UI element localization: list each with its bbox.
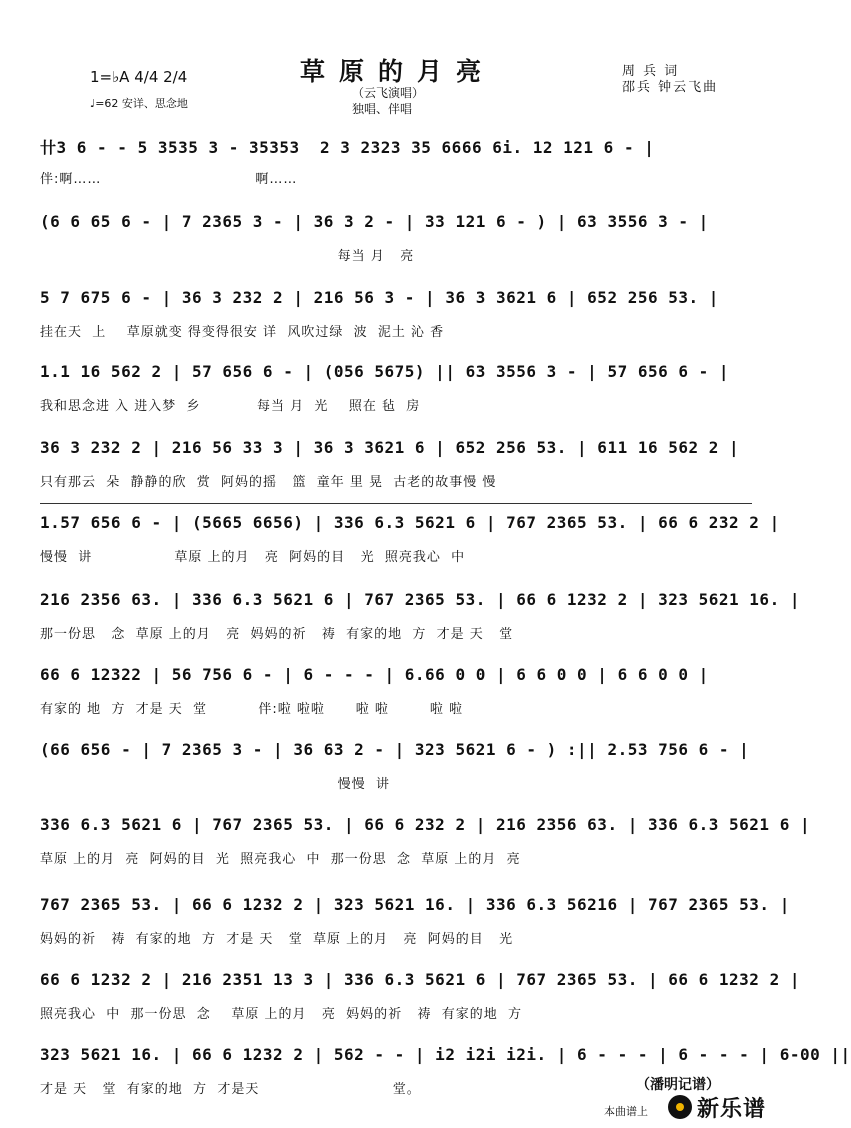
tempo-marking: ♩=62 安详、思念地	[90, 97, 188, 110]
upload-note: 本曲谱上	[604, 1105, 648, 1118]
notation-line: 1.1 16 562 2 | 57 656 6 - | (056 5675) || 63 3556 3 - | 57 656 6 - |	[40, 362, 730, 381]
lyric-line: 那一份思 念 草原 上的月 亮 妈妈的祈 祷 有家的地 方 才是 天 堂	[40, 627, 514, 642]
notation-line: 66 6 1232 2 | 216 2351 13 3 | 336 6.3 5621 6 | 767 2365 53. | 66 6 1232 2 |	[40, 970, 800, 989]
notation-line: 1.57 656 6 - | (5665 6656) | 336 6.3 5621 6 | 767 2365 53. | 66 6 232 2 |	[40, 513, 780, 532]
notation-line: 336 6.3 5621 6 | 767 2365 53. | 66 6 232 2 | 216 2356 63. | 336 6.3 5621 6 |	[40, 815, 811, 834]
transcriber-credit: （潘明记谱）	[636, 1077, 720, 1093]
lyric-line: 照亮我心 中 那一份思 念 草原 上的月 亮 妈妈的祈 祷 有家的地 方	[40, 1007, 523, 1022]
site-logo[interactable]	[668, 1092, 766, 1122]
section-rule	[40, 503, 752, 504]
music-disc-icon	[668, 1095, 692, 1119]
notation-line: 卄3 6 - - 5 3535 3 - 35353 2 3 2323 35 6666 6i. 12 121 6 - |	[40, 138, 655, 157]
subtitle: （云飞演唱）	[352, 86, 425, 100]
lyric-line: 草原 上的月 亮 阿妈的目 光 照亮我心 中 那一份思 念 草原 上的月 亮	[40, 852, 521, 867]
lyric-line: 我和思念进 入 进入梦 乡 每当 月 光 照在 毡 房	[40, 399, 421, 414]
lyric-line: 挂在天 上 草原就变 得变得很安 详 风吹过绿 波 泥土 沁 香	[40, 325, 445, 340]
notation-line: 323 5621 16. | 66 6 1232 2 | 562 - - | i2 i2i i2i. | 6 - - - | 6 - - - | 6-00 ||	[40, 1045, 851, 1064]
notation-line: 36 3 232 2 | 216 56 33 3 | 36 3 3621 6 | 652 256 53. | 611 16 562 2 |	[40, 438, 740, 457]
lyric-line: 伴:啊…… 啊……	[40, 172, 298, 187]
lyric-line: 妈妈的祈 祷 有家的地 方 才是 天 堂 草原 上的月 亮 阿妈的目 光	[40, 932, 514, 947]
composer-credit: 邵兵 钟云飞曲	[622, 80, 719, 95]
notation-line: (66 656 - | 7 2365 3 - | 36 63 2 - | 323 5621 6 - ) :|| 2.53 756 6 - |	[40, 740, 750, 759]
lyric-line: 每当 月 亮	[40, 249, 415, 264]
logo-text: 新乐谱	[697, 1096, 767, 1122]
notation-line: 767 2365 53. | 66 6 1232 2 | 323 5621 16. | 336 6.3 56216 | 767 2365 53. |	[40, 895, 790, 914]
key-signature: 1=♭A 4/4 2/4	[90, 68, 188, 86]
lyric-line: 慢慢 讲 草原 上的月 亮 阿妈的目 光 照亮我心 中	[40, 550, 466, 565]
notation-line: 5 7 675 6 - | 36 3 232 2 | 216 56 3 - | 36 3 3621 6 | 652 256 53. |	[40, 288, 719, 307]
performers: 独唱、伴唱	[352, 102, 413, 116]
lyric-line: 慢慢 讲	[40, 777, 390, 792]
page-title: 草原的月亮	[300, 57, 496, 86]
lyric-line: 才是 天 堂 有家的地 方 才是天 堂。	[40, 1082, 421, 1097]
notation-line: 66 6 12322 | 56 756 6 - | 6 - - - | 6.66 0 0 | 6 6 0 0 | 6 6 0 0 |	[40, 665, 709, 684]
lyric-line: 有家的 地 方 才是 天 堂 伴:啦 啦啦 啦 啦 啦 啦	[40, 702, 464, 717]
notation-line: (6 6 65 6 - | 7 2365 3 - | 36 3 2 - | 33 121 6 - ) | 63 3556 3 - |	[40, 212, 709, 231]
lyric-line: 只有那云 朵 静静的欣 赏 阿妈的摇 篮 童年 里 晃 古老的故事慢 慢	[40, 475, 497, 490]
notation-line: 216 2356 63. | 336 6.3 5621 6 | 767 2365 53. | 66 6 1232 2 | 323 5621 16. |	[40, 590, 800, 609]
lyricist-credit: 周 兵 词	[622, 64, 680, 79]
